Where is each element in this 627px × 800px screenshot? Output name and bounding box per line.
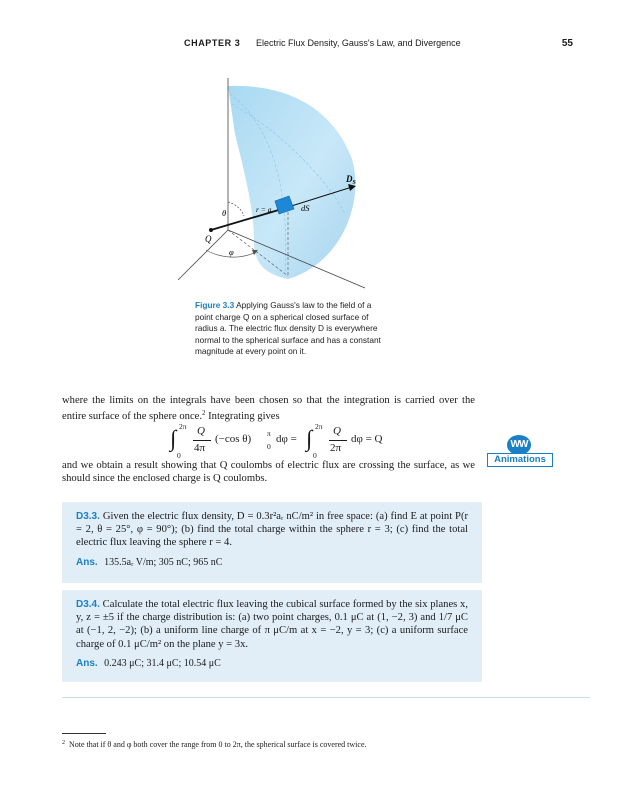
phi-label: φ — [229, 247, 234, 257]
cos-lower-limit: 0 — [267, 442, 271, 451]
integral-equation — [170, 420, 470, 460]
integral-1-lower-limit: 0 — [177, 451, 181, 460]
dphi-equals: dφ = — [276, 433, 297, 445]
drill-problem-d3-4 — [62, 590, 482, 682]
drill-d3-3-answer: 135.5aᵣ V/m; 305 nC; 965 nC — [104, 556, 223, 568]
figure-caption-text: Applying Gauss's law to the field of a point charge Q on a spherical closed surface of radius a. The electric flux density D is everywhere normal to the spherical surface and has a constant magnitude at every point on it. — [195, 300, 381, 356]
theta-label: θ — [222, 208, 227, 218]
cos-expression: (−cos θ) — [215, 433, 252, 445]
fraction-1-bar — [193, 440, 211, 441]
footnote — [62, 738, 482, 750]
sphere-surface — [228, 86, 355, 279]
fraction-2-numerator: Q — [333, 425, 341, 437]
chapter-label: CHAPTER 3 — [184, 38, 241, 48]
fraction-1-denominator: 4π — [194, 442, 206, 454]
drill-d3-4-text: Calculate the total electric flux leaving the cubical surface formed by the six planes x, y, z = ±5 if the charge distribution is: (a) two point charges, 0.1 μC at (1, −2, 3) and 1/7 μC at (−1, 2, −2); (b) a uniform line charge of π μC/m at x = −2, y = 3; (c) a uniform surface charge of 0.1 μC/m² on the plane y = 3x. — [76, 599, 469, 650]
drill-d3-3-answer-line — [76, 556, 468, 569]
drill-d3-4-answer: 0.243 μC; 31.4 μC; 10.54 μC — [104, 657, 221, 669]
integral-1-upper-limit: 2π — [179, 422, 187, 431]
integral-sign-2: ∫ — [306, 426, 313, 451]
fraction-1-numerator: Q — [197, 425, 205, 437]
integral-sign-1: ∫ — [170, 426, 177, 451]
ds-vector-label: $D_S$ — [346, 174, 356, 186]
footnote-mark: 2 — [62, 740, 65, 746]
page-number: 55 — [561, 38, 573, 49]
gauss-sphere-figure — [160, 64, 420, 300]
area-element-label: dS — [301, 203, 310, 213]
paragraph-1-text: where the limits on the integrals have been chosen so that the integration is carried over the entire surface of the sphere once. — [62, 395, 475, 423]
x-axis — [178, 230, 228, 280]
drill-d3-4-body — [76, 598, 468, 651]
footnote-rule — [62, 733, 106, 734]
theta-arc — [228, 202, 244, 216]
chapter-title: Electric Flux Density, Gauss's Law, and Divergence — [256, 38, 461, 48]
equation-result: dφ = Q — [351, 433, 383, 445]
drill-d3-3-text: Given the electric flux density, D = 0.3r²aᵣ nC/m² in free space: (a) find E at point P(r = 2, θ = 25°, φ = 90°); (b) find the total charge within the sphere r = 3; (c) find the total electric flux leaving the sphere r = 4. — [76, 511, 468, 549]
animations-badge[interactable] — [487, 435, 553, 467]
drill-d3-4-number: D3.4. — [76, 599, 100, 610]
fraction-2-bar — [329, 440, 347, 441]
radius-label: r = a — [256, 205, 272, 214]
integral-2-upper-limit: 2π — [315, 422, 323, 431]
paragraph-1-tail: Integrating gives — [205, 411, 280, 423]
footnote-text: Note that if θ and φ both cover the range from 0 to 2π, the spherical surface is covered twice. — [69, 740, 367, 749]
point-charge — [209, 228, 213, 232]
cos-upper-limit: π — [267, 429, 271, 438]
footnote-reference: 2 — [202, 409, 206, 418]
animations-label: Animations — [487, 453, 553, 467]
charge-label: Q — [205, 234, 212, 244]
running-head — [0, 38, 627, 54]
integral-2-lower-limit: 0 — [313, 451, 317, 460]
drill-problem-d3-3 — [62, 502, 482, 583]
fraction-2-denominator: 2π — [330, 442, 342, 454]
drill-d3-4-answer-label: Ans. — [76, 657, 98, 669]
section-divider — [62, 697, 590, 698]
drill-d3-4-answer-line — [76, 657, 468, 670]
figure-caption-label: Figure 3.3 — [195, 300, 235, 310]
drill-d3-3-answer-label: Ans. — [76, 556, 98, 568]
body-paragraph-2: and we obtain a result showing that Q coulombs of electric flux are crossing the surface, as we should since the enclosed charge is Q coulombs. — [62, 460, 475, 485]
drill-d3-3-number: D3.3. — [76, 511, 100, 522]
figure-caption — [195, 300, 385, 358]
drill-d3-3-body — [76, 510, 468, 550]
animations-icon: WW — [507, 435, 531, 455]
